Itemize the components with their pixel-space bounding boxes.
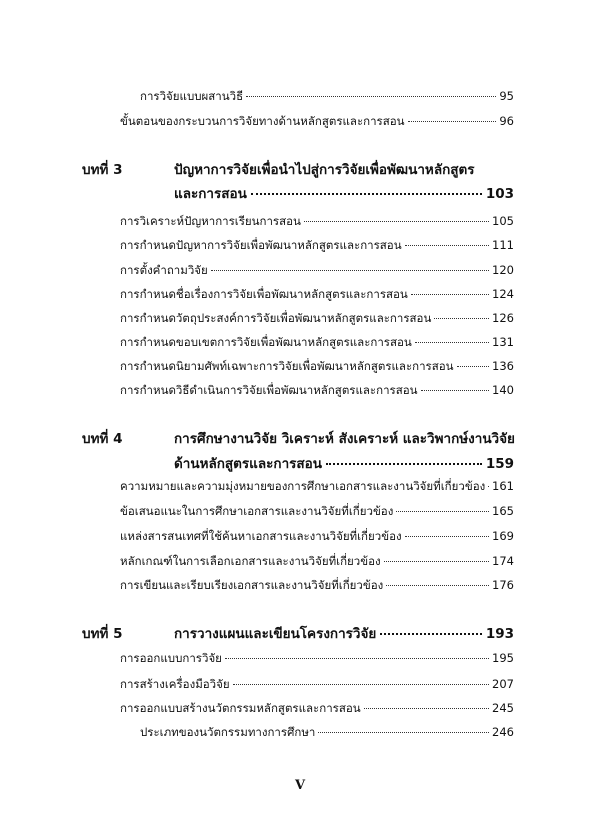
toc-entry — [120, 503, 514, 519]
toc-entry — [120, 358, 514, 374]
chapter-title-cont: และการสอน — [174, 186, 247, 202]
page-number: V — [294, 778, 306, 793]
toc-entry-title: การกำหนดวัตถุประสงค์การวิจัยเพื่อพัฒนาหลักสูตรและการสอน — [120, 311, 432, 325]
chapter-title: การศึกษางานวิจัย วิเคราะห์ สังเคราะห์ และวิพากษ์งานวิจัย — [174, 431, 515, 447]
chapter-page: 103 — [485, 186, 514, 202]
toc-entry-page: 245 — [492, 701, 514, 715]
dot-leader — [318, 731, 489, 733]
toc-entry-title: การวิเคราะห์ปัญหาการเรียนการสอน — [120, 214, 301, 228]
chapter-label: บทที่ 4 — [82, 431, 123, 447]
toc-entry — [140, 88, 514, 104]
chapter-label: บทที่ 5 — [82, 626, 123, 642]
toc-entry-page: 111 — [492, 238, 514, 252]
dot-leader — [386, 584, 489, 586]
toc-entry — [120, 650, 514, 666]
toc-entry-page: 207 — [492, 677, 514, 691]
toc-entry-page: 120 — [492, 263, 514, 277]
chapter-5-heading — [82, 625, 514, 643]
toc-entry — [120, 676, 514, 692]
toc-entry-title: การวิจัยแบบผสานวิธี — [140, 89, 244, 103]
toc-entry-title: การกำหนดนิยามศัพท์เฉพาะการวิจัยเพื่อพัฒนาหลักสูตรและการสอน — [120, 359, 454, 373]
chapter-page: 159 — [485, 456, 514, 472]
toc-entry-title: การกำหนดขอบเขตการวิจัยเพื่อพัฒนาหลักสูตรและการสอน — [120, 335, 412, 349]
toc-entry-page: 161 — [492, 479, 514, 493]
chapter-3-heading-cont — [174, 185, 514, 203]
toc-entry — [120, 310, 514, 326]
dot-leader — [380, 632, 481, 635]
toc-entry — [120, 553, 514, 569]
dot-leader — [304, 220, 489, 222]
toc-entry-page: 95 — [499, 89, 514, 103]
dot-leader — [411, 293, 489, 295]
toc-entry — [120, 334, 514, 350]
toc-entry-page: 126 — [492, 311, 514, 325]
toc-entry-title: ขั้นตอนของกระบวนการวิจัยทางด้านหลักสูตรและการสอน — [120, 114, 405, 128]
toc-entry — [120, 528, 514, 544]
dot-leader — [405, 535, 489, 537]
toc-entry-title: หลักเกณฑ์ในการเลือกเอกสารและงานวิจัยที่เกี่ยวข้อง — [120, 554, 381, 568]
toc-entry — [120, 577, 514, 593]
toc-entry-title: การออกแบบการวิจัย — [120, 651, 222, 665]
toc-entry-title: การกำหนดปัญหาการวิจัยเพื่อพัฒนาหลักสูตรและการสอน — [120, 238, 402, 252]
toc-entry-title: ความหมายและความมุ่งหมายของการศึกษาเอกสารและงานวิจัยที่เกี่ยวข้อง — [120, 479, 486, 493]
toc-entry-title: การกำหนดชื่อเรื่องการวิจัยเพื่อพัฒนาหลักสูตรและการสอน — [120, 287, 408, 301]
dot-leader — [246, 95, 496, 97]
dot-leader — [251, 192, 482, 195]
dot-leader — [488, 485, 489, 487]
toc-entry — [120, 213, 514, 229]
toc-entry-title: การกำหนดวิธีดำเนินการวิจัยเพื่อพัฒนาหลักสูตรและการสอน — [120, 383, 418, 397]
toc-entry — [120, 262, 514, 278]
dot-leader — [421, 389, 490, 391]
dot-leader — [396, 510, 489, 512]
toc-entry-title: ข้อเสนอแนะในการศึกษาเอกสารและงานวิจัยที่เกี่ยวข้อง — [120, 504, 394, 518]
toc-entry-page: 176 — [492, 578, 514, 592]
toc-entry-page: 136 — [492, 359, 514, 373]
chapter-title: การวางแผนและเขียนโครงการวิจัย — [174, 626, 377, 642]
toc-entry-page: 195 — [492, 651, 514, 665]
toc-entry-title: การออกแบบสร้างนวัตกรรมหลักสูตรและการสอน — [120, 701, 361, 715]
dot-leader — [457, 365, 490, 367]
dot-leader — [364, 707, 489, 709]
toc-entry — [120, 237, 514, 253]
chapter-3-heading — [82, 161, 475, 179]
dot-leader — [326, 462, 482, 465]
toc-entry — [120, 382, 514, 398]
dot-leader — [384, 560, 489, 562]
toc-entry-title: การตั้งคำถามวิจัย — [120, 263, 208, 277]
dot-leader — [233, 683, 489, 685]
chapter-4-heading-cont — [174, 455, 514, 473]
chapter-4-heading — [82, 430, 515, 448]
dot-leader — [405, 244, 489, 246]
toc-entry-page: 165 — [492, 504, 514, 518]
toc-sub-entry — [140, 724, 514, 740]
dot-leader — [225, 657, 489, 659]
toc-entry-page: 246 — [492, 725, 514, 739]
toc-entry — [120, 700, 514, 716]
chapter-page: 193 — [485, 626, 514, 642]
toc-entry-page: 96 — [499, 114, 514, 128]
dot-leader — [415, 341, 489, 343]
toc-entry-title: การเขียนและเรียบเรียงเอกสารและงานวิจัยที่เกี่ยวข้อง — [120, 578, 384, 592]
chapter-title-cont: ด้านหลักสูตรและการสอน — [174, 456, 322, 472]
toc-entry-page: 131 — [492, 335, 514, 349]
dot-leader — [408, 120, 497, 122]
toc-entry — [120, 286, 514, 302]
toc-entry-page: 169 — [492, 529, 514, 543]
chapter-label: บทที่ 3 — [82, 162, 123, 178]
toc-entry — [120, 478, 514, 494]
toc-entry-page: 174 — [492, 554, 514, 568]
toc-entry-title: การสร้างเครื่องมือวิจัย — [120, 677, 230, 691]
toc-entry-title: ประเภทของนวัตกรรมทางการศึกษา — [140, 725, 316, 739]
toc-entry-title: แหล่งสารสนเทศที่ใช้ค้นหาเอกสารและงานวิจัยที่เกี่ยวข้อง — [120, 529, 402, 543]
toc-entry — [120, 113, 514, 129]
toc-entry-page: 105 — [492, 214, 514, 228]
dot-leader — [211, 269, 489, 271]
toc-entry-page: 140 — [492, 383, 514, 397]
toc-entry-page: 124 — [492, 287, 514, 301]
chapter-title: ปัญหาการวิจัยเพื่อนำไปสู่การวิจัยเพื่อพัฒนาหลักสูตร — [174, 162, 475, 178]
dot-leader — [434, 317, 489, 319]
